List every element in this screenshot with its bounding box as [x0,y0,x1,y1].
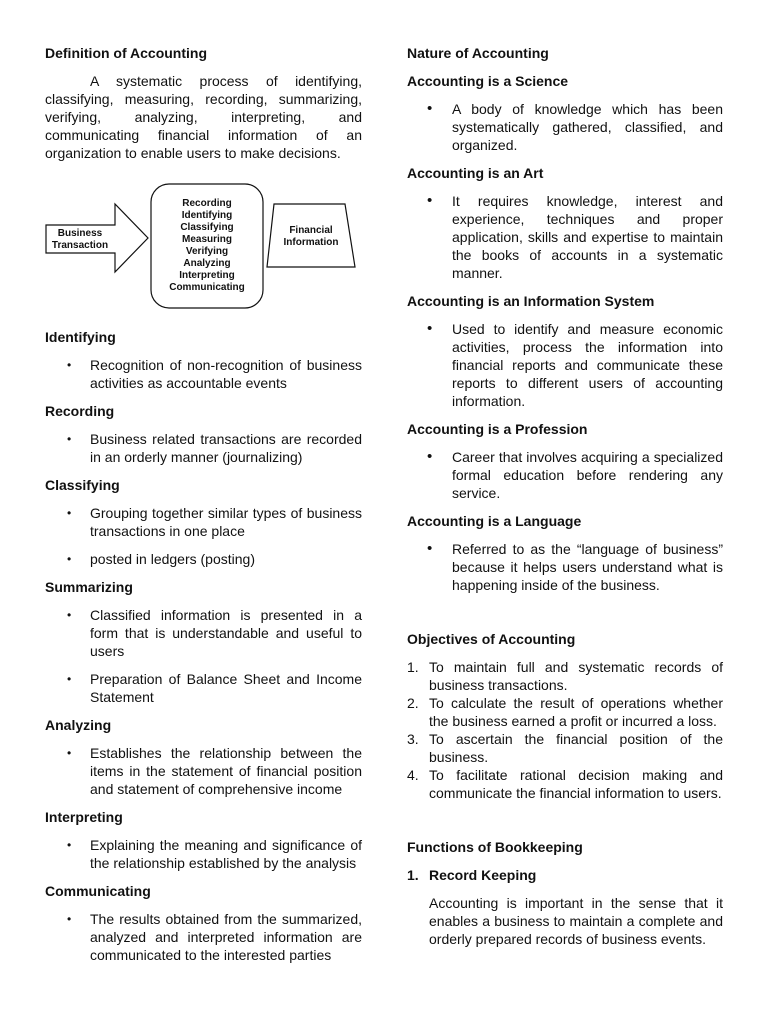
bullet-icon: • [67,552,72,566]
list-number: 3. [407,731,419,747]
list-item-text: Recognition of non-recognition of business activities as accountable events [90,357,362,391]
list-item-text: Classified information is presented in a form that is understandable and useful to users [90,607,362,659]
bullet-icon: • [67,432,72,446]
diagram-process-line: Recording [182,198,232,209]
diagram-process-line: Analyzing [183,258,231,269]
identifying-list [45,356,362,392]
section-heading-recording: Recording [45,403,115,419]
nature-science-list [407,100,723,154]
analyzing-list [45,744,362,798]
nature-language-heading: Accounting is a Language [407,513,582,529]
list-item-text: Used to identify and measure economic activities, process the information into financial reports and communicate these reports to different users of accounting information. [452,321,723,409]
nature-information-system-list [407,320,723,410]
nature-heading: Nature of Accounting [407,45,549,61]
list-item-text: Grouping together similar types of business transactions in one place [90,505,362,539]
list-item [45,910,362,964]
list-item [407,658,723,694]
nature-profession-list [407,448,723,502]
bullet-icon: • [67,608,72,622]
list-item-text: Explaining the meaning and significance of the relationship established by the analysis [90,837,362,871]
section-heading-interpreting: Interpreting [45,809,123,825]
record-keeping-text: Accounting is important in the sense that it enables a business to maintain a complete and orderly prepared records of business events. [429,895,723,947]
list-item-text: A body of knowledge which has been systematically gathered, classified, and organized. [452,101,723,153]
list-number: 1. [407,659,419,675]
summarizing-list [45,606,362,706]
section-heading-communicating: Communicating [45,883,151,899]
section-heading-summarizing: Summarizing [45,579,133,595]
diagram-input-line: Business [57,228,103,239]
definition-heading: Definition of Accounting [45,45,208,61]
diagram-process-line: Communicating [169,282,245,293]
list-item [45,504,362,540]
list-item [407,192,723,282]
bullet-icon: • [67,746,72,760]
bullet-icon: • [427,448,433,465]
accounting-process-diagram [45,182,362,314]
list-item-text: To calculate the result of operations whether the business earned a profit or incurred a loss. [429,695,723,729]
section-heading-classifying: Classifying [45,477,120,493]
list-item-text: Business related transactions are recorded in an orderly manner (journalizing) [90,431,362,465]
bullet-icon: • [67,838,72,852]
diagram-process-line: Classifying [180,222,234,233]
list-item [45,670,362,706]
list-item-text: It requires knowledge, interest and experience, techniques and proper application, skills and expertise to maintain the books of accounts in a systematic manner. [452,193,723,281]
list-item-text: Preparation of Balance Sheet and Income Statement [90,671,362,705]
list-item [45,550,362,568]
bullet-icon: • [427,192,433,209]
list-item [407,694,723,730]
recording-list [45,430,362,466]
bullet-icon: • [67,506,72,520]
bullet-icon: • [67,358,72,372]
list-item-text: posted in ledgers (posting) [90,551,255,567]
nature-information-system-heading: Accounting is an Information System [407,293,655,309]
diagram-output-line: Information [283,237,339,248]
bullet-icon: • [427,320,433,337]
nature-art-heading: Accounting is an Art [407,165,544,181]
list-item-text: To ascertain the financial position of the business. [429,731,723,765]
bookkeeping-heading: Functions of Bookkeeping [407,839,583,855]
left-column [45,44,362,964]
list-item [45,430,362,466]
definition-text: A systematic process of identifying, classifying, measuring, recording, summarizing, verifying, analyzing, interpreting, and communicating financial information of an organization to enable users to make decisions. [45,73,362,161]
bullet-icon: • [67,672,72,686]
diagram-input-label [47,228,113,252]
list-number: 4. [407,767,419,783]
interpreting-list [45,836,362,872]
list-item-text: The results obtained from the summarized, analyzed and interpreted information are communicated to the interested parties [90,911,362,963]
bullet-icon: • [427,540,433,557]
diagram-input-line: Transaction [51,240,109,251]
list-number: 2. [407,695,419,711]
record-keeping-title: Record Keeping [429,867,537,883]
list-item [407,766,723,802]
record-keeping-heading [407,866,723,884]
right-column [407,44,723,948]
list-item [45,606,362,660]
classifying-list [45,504,362,568]
objectives-list [407,658,723,802]
section-heading-identifying: Identifying [45,329,116,345]
section-heading-analyzing: Analyzing [45,717,112,733]
diagram-process-line: Measuring [181,234,232,245]
nature-science-heading: Accounting is a Science [407,73,569,89]
diagram-process-line: Identifying [181,210,233,221]
diagram-output-label [271,225,351,249]
objectives-heading: Objectives of Accounting [407,631,576,647]
list-item [407,540,723,594]
list-item-text: To facilitate rational decision making and communicate the financial information to users. [429,767,723,801]
diagram-process-label [151,198,263,294]
list-item [45,836,362,872]
diagram-process-line: Interpreting [179,270,235,281]
bullet-icon: • [427,100,433,117]
nature-art-list [407,192,723,282]
list-item-text: Referred to as the “language of business” because it helps users understand what is happening inside of the business. [452,541,723,593]
nature-language-list [407,540,723,594]
bullet-icon: • [67,912,72,926]
diagram-output-line: Financial [289,225,333,236]
nature-profession-heading: Accounting is a Profession [407,421,588,437]
list-item-text: Establishes the relationship between the items in the statement of financial position and statement of comprehensive income [90,745,362,797]
list-item [407,320,723,410]
list-item [407,730,723,766]
list-item [45,744,362,798]
communicating-list [45,910,362,964]
list-item [45,356,362,392]
list-item-text: To maintain full and systematic records of business transactions. [429,659,723,693]
list-item-text: Career that involves acquiring a specialized formal education before rendering any service. [452,449,723,501]
list-item [407,100,723,154]
list-item [407,448,723,502]
diagram-process-line: Verifying [185,246,229,257]
list-number: 1. [407,867,419,883]
